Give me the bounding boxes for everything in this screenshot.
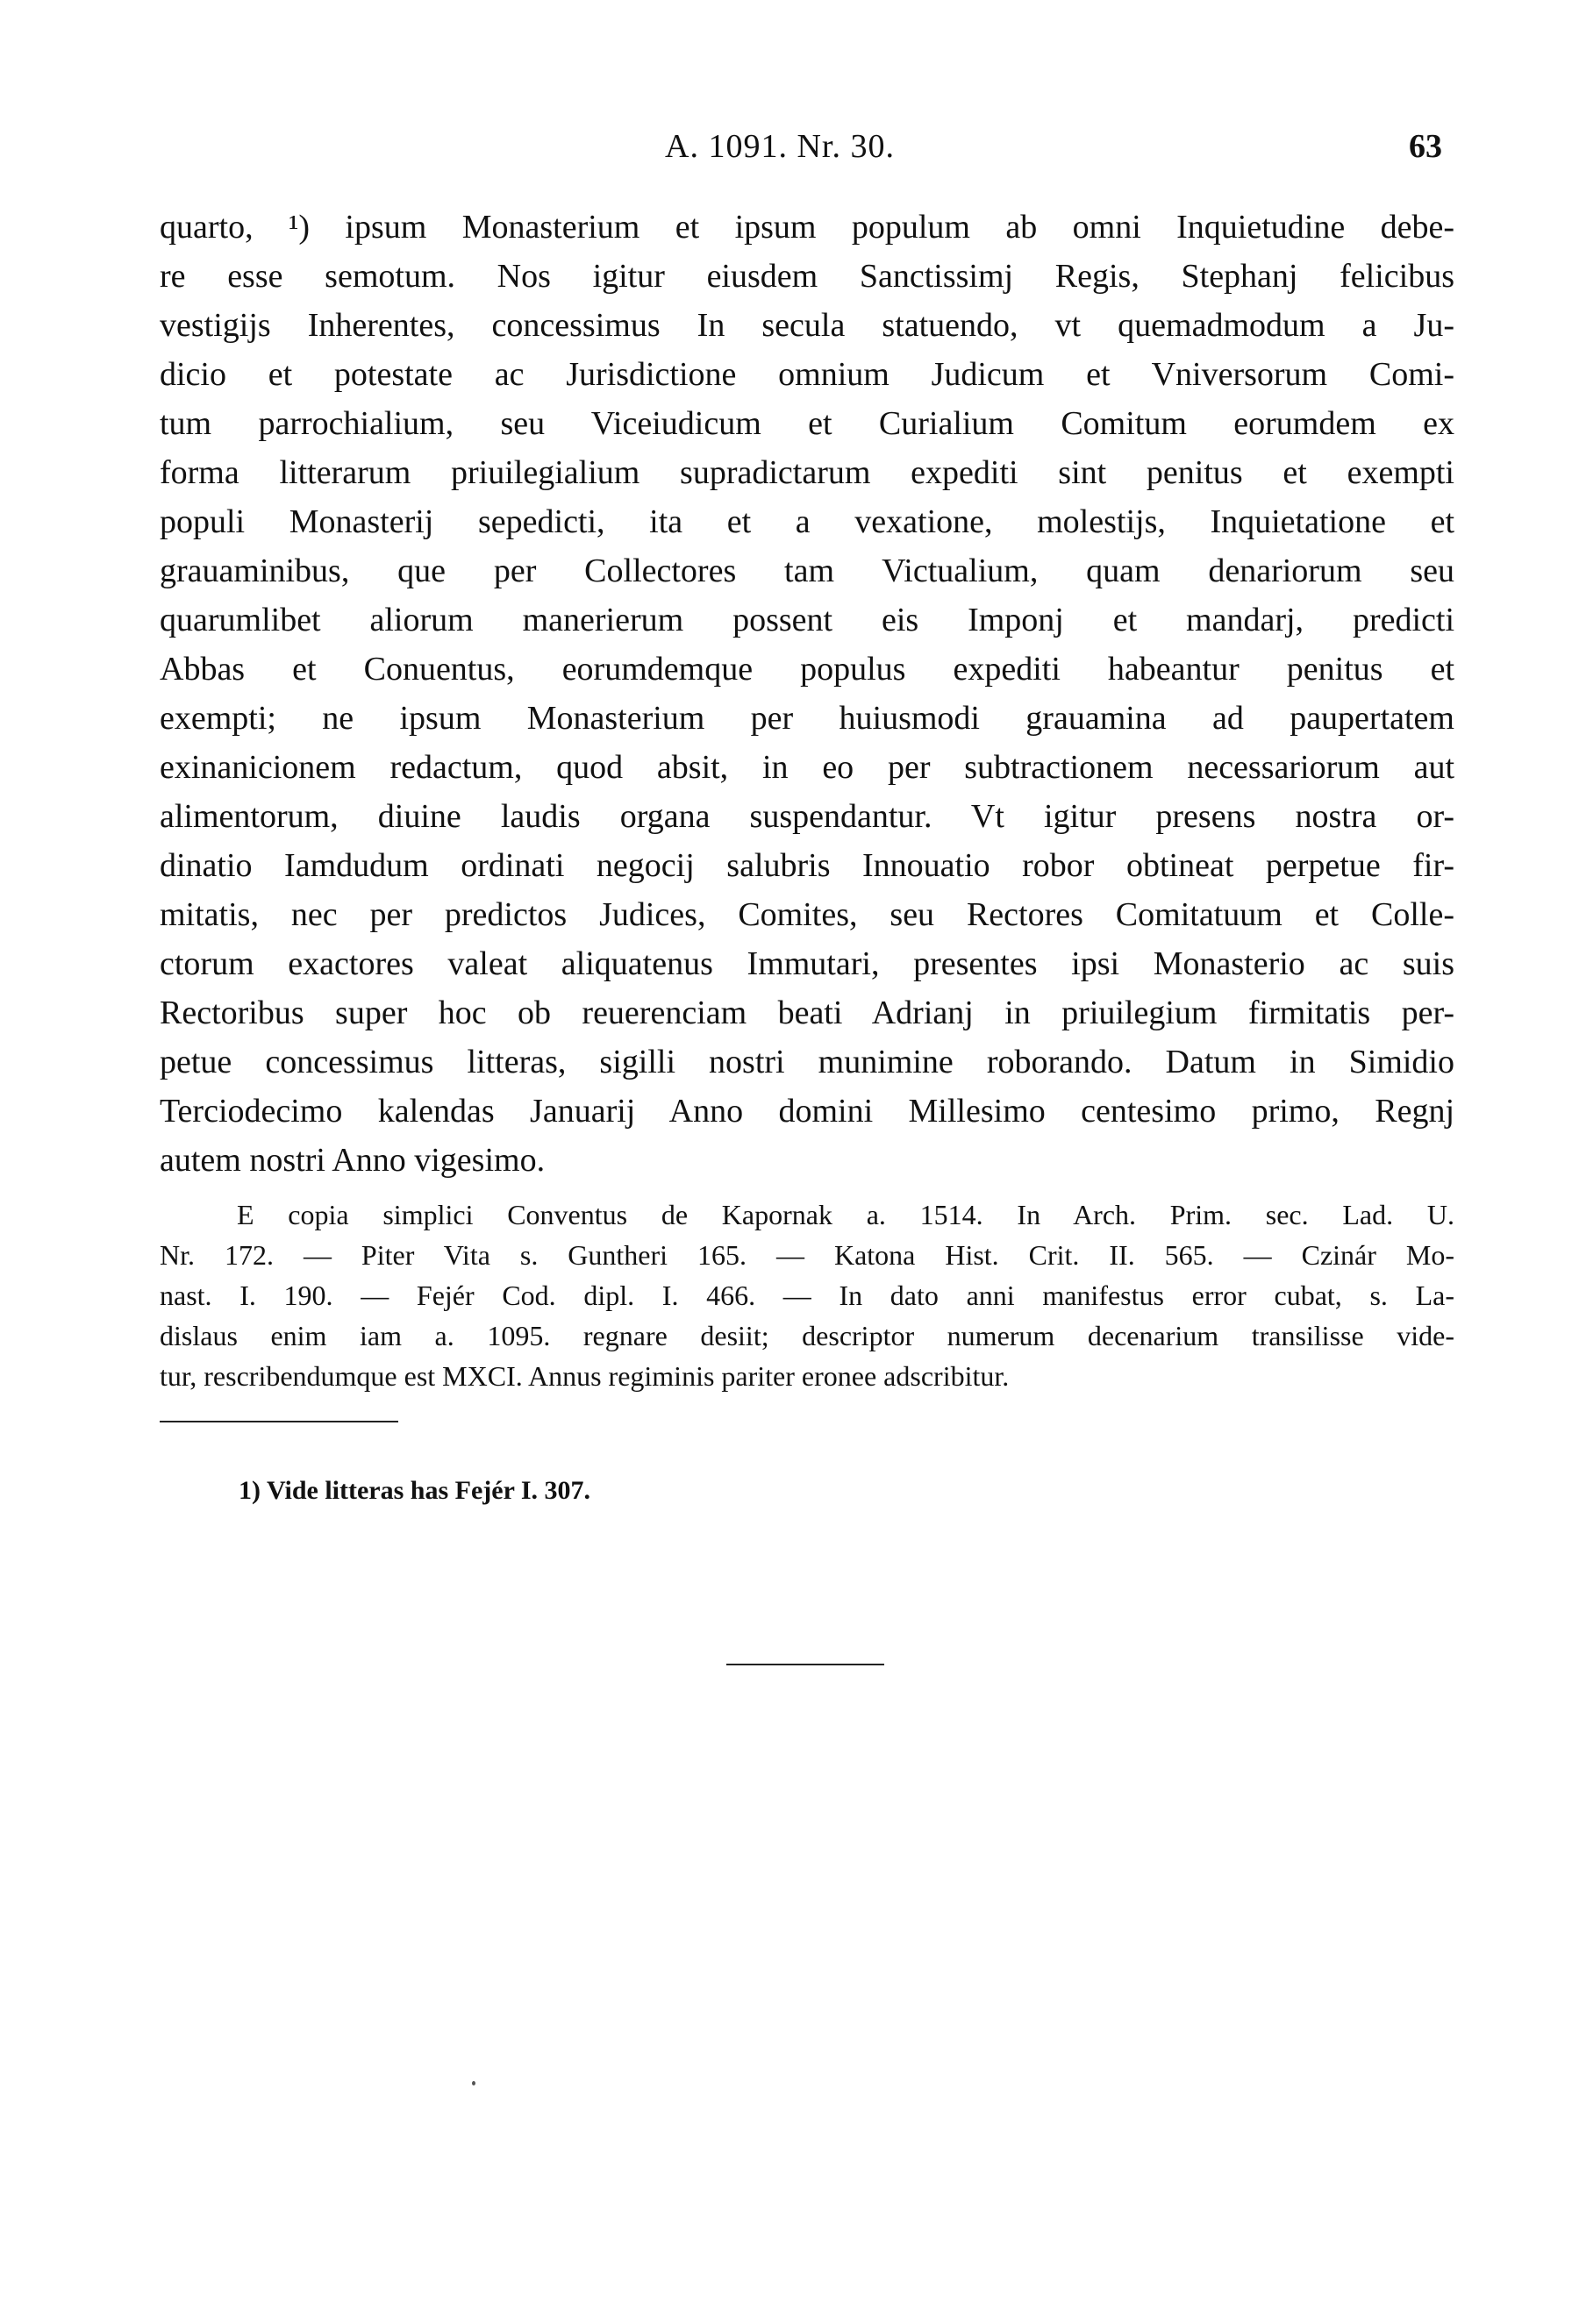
page-number: 63 <box>1409 128 1442 165</box>
footnote: 1) Vide litteras has Fejér I. 307. <box>239 1476 591 1505</box>
source-note-line: dislaus enim iam a. 1095. regnare desiit; descriptor numerum decenarium transilisse vide- <box>160 1320 1454 1351</box>
source-note-line: E copia simplici Conventus de Kapornak a. 1514. In Arch. Prim. sec. Lad. U. <box>237 1199 1454 1230</box>
body-line: re esse semotum. Nos igitur eiusdem Sanctissimj Regis, Stephanj felicibus <box>160 258 1454 295</box>
body-line: quarto, ¹) ipsum Monasterium et ipsum populum ab omni Inquietudine debe- <box>160 209 1454 246</box>
body-line: dicio et potestate ac Jurisdictione omnium Judicum et Vniversorum Comi- <box>160 356 1454 393</box>
running-header: A. 1091. Nr. 30. <box>665 128 895 165</box>
body-line: grauaminibus, que per Collectores tam Victualium, quam denariorum seu <box>160 552 1454 589</box>
body-line: exinanicionem redactum, quod absit, in eo per subtractionem necessariorum aut <box>160 749 1454 786</box>
body-line: petue concessimus litteras, sigilli nostri munimine roborando. Datum in Simidio <box>160 1044 1454 1080</box>
body-line: dinatio Iamdudum ordinati negocij salubris Innouatio robor obtineat perpetue fir- <box>160 847 1454 884</box>
body-line: mitatis, nec per predictos Judices, Comites, seu Rectores Comitatuum et Colle- <box>160 896 1454 933</box>
body-line: autem nostri Anno vigesimo. <box>160 1142 546 1179</box>
source-note-line: tur, rescribendumque est MXCI. Annus regiminis pariter eronee adscribitur. <box>160 1360 1010 1392</box>
body-line: Terciodecimo kalendas Januarij Anno domini Millesimo centesimo primo, Regnj <box>160 1093 1454 1130</box>
source-note-line: Nr. 172. — Piter Vita s. Guntheri 165. — Katona Hist. Crit. II. 565. — Czinár Mo- <box>160 1239 1454 1271</box>
scan-speck <box>472 2081 475 2085</box>
body-line: quarumlibet aliorum manerierum possent eis Imponj et mandarj, predicti <box>160 602 1454 638</box>
body-line: alimentorum, diuine laudis organa suspendantur. Vt igitur presens nostra or- <box>160 798 1454 835</box>
body-line: populi Monasterij sepedicti, ita et a vexatione, molestijs, Inquietatione et <box>160 503 1454 540</box>
body-line: vestigijs Inherentes, concessimus In secula statuendo, vt quemadmodum a Ju- <box>160 307 1454 344</box>
body-line: ctorum exactores valeat aliquatenus Immutari, presentes ipsi Monasterio ac suis <box>160 945 1454 982</box>
body-line: Abbas et Conuentus, eorumdemque populus expediti habeantur penitus et <box>160 651 1454 688</box>
body-line: tum parrochialium, seu Viceiudicum et Curialium Comitum eorumdem ex <box>160 405 1454 442</box>
source-note-line: nast. I. 190. — Fejér Cod. dipl. I. 466. — In dato anni manifestus error cubat, s. La- <box>160 1280 1454 1311</box>
footnote-divider <box>160 1421 398 1422</box>
end-of-document-rule <box>726 1664 884 1665</box>
body-line: exempti; ne ipsum Monasterium per huiusmodi grauamina ad paupertatem <box>160 700 1454 737</box>
body-line: Rectoribus super hoc ob reuerenciam beati Adrianj in priuilegium firmitatis per- <box>160 994 1454 1031</box>
body-line: forma litterarum priuilegialium supradictarum expediti sint penitus et exempti <box>160 454 1454 491</box>
